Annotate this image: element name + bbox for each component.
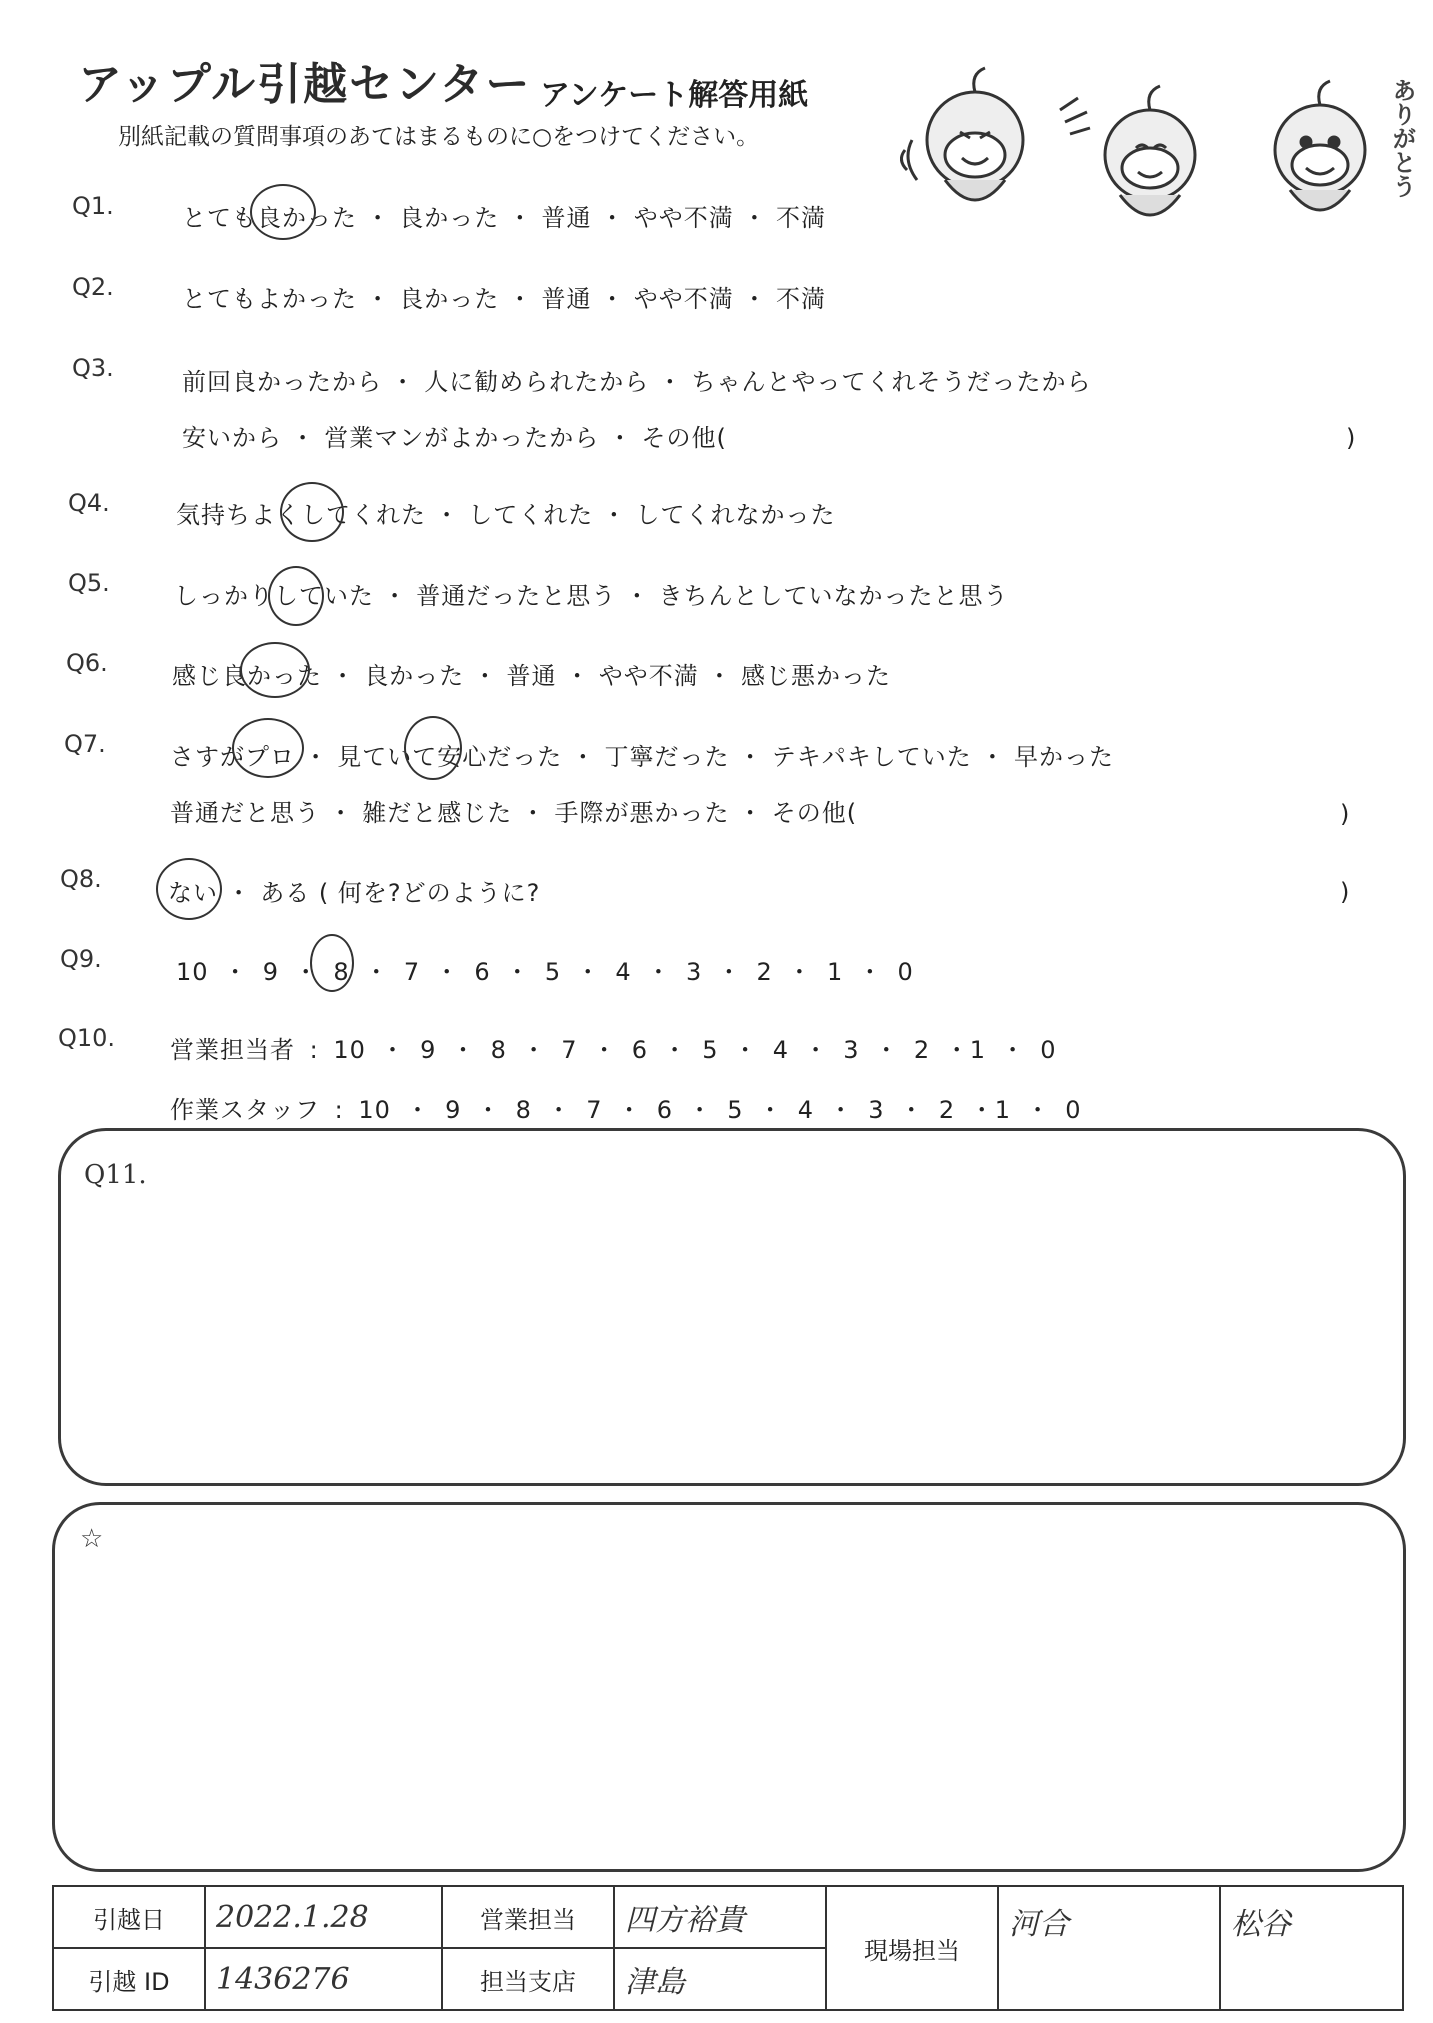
q7-options-line2: 普通だと思う ・ 雑だと感じた ・ 手際が悪かった ・ その他(: [170, 799, 858, 827]
branch-value: 津島: [614, 1948, 826, 2010]
q3-close-paren: ): [1346, 424, 1356, 452]
q8-label: Q8.: [60, 865, 102, 893]
q4-selection-circle: [280, 482, 344, 542]
q11-label: Q11.: [84, 1160, 147, 1190]
q2-label: Q2.: [72, 273, 114, 301]
q2-options: とてもよかった ・ 良かった ・ 普通 ・ やや不満 ・ 不満: [182, 285, 827, 313]
move-date-value: 2022.1.28: [205, 1886, 442, 1948]
instruction-text: 別紙記載の質問事項のあてはまるものに○をつけてください。: [118, 124, 760, 150]
q11-comment-box: [58, 1128, 1406, 1486]
site-staff-label: 現場担当: [826, 1886, 998, 2010]
q4-label: Q4.: [68, 489, 110, 517]
q3-label: Q3.: [72, 354, 114, 382]
q7-options-line1: さすがプロ ・ 見ていて安心だった ・ 丁寧だった ・ テキパキしていた ・ 早かった: [170, 743, 1115, 771]
q7-selection-circle-1: [232, 718, 304, 778]
thanks-text: ありがとう: [1388, 78, 1416, 198]
q8-close-paren: ): [1340, 878, 1350, 906]
q10-label: Q10.: [58, 1024, 116, 1052]
monkey-mascots-illustration: [900, 60, 1420, 250]
star-label: ☆: [80, 1524, 104, 1554]
q4-options: 気持ちよくしてくれた ・ してくれた ・ してくれなかった: [176, 501, 836, 529]
q3-options-line1: 前回良かったから ・ 人に勧められたから ・ ちゃんとやってくれそうだったから: [182, 368, 1092, 396]
move-id-value: 1436276: [205, 1948, 442, 2010]
footer-info-table: [52, 1885, 1404, 2011]
q7-selection-circle-2: [404, 716, 462, 780]
q1-options: とても良かった ・ 良かった ・ 普通 ・ やや不満 ・ 不満: [182, 204, 827, 232]
branch-label: 担当支店: [442, 1948, 614, 2010]
q10-sales-scores: 営業担当者 : 10 ・ 9 ・ 8 ・ 7 ・ 6 ・ 5 ・ 4 ・ 3 ・ 2 ・1 ・ 0: [170, 1036, 1057, 1064]
sales-rep-value: 四方裕貴: [614, 1886, 826, 1948]
q9-score-options: 10 ・ 9 ・ 8 ・ 7 ・ 6 ・ 5 ・ 4 ・ 3 ・ 2 ・ 1 ・ 0: [176, 958, 914, 986]
q5-label: Q5.: [68, 569, 110, 597]
q9-selection-circle: [310, 934, 354, 992]
sales-rep-label: 営業担当: [442, 1886, 614, 1948]
q6-selection-circle: [240, 642, 310, 698]
q3-options-line2: 安いから ・ 営業マンがよかったから ・ その他(: [182, 424, 727, 452]
move-id-label: 引越 ID: [53, 1948, 205, 2010]
q1-label: Q1.: [72, 192, 114, 220]
q5-options: しっかりしていた ・ 普通だったと思う ・ きちんとしていなかったと思う: [174, 582, 1009, 610]
company-name: アップル引越センター: [78, 59, 532, 110]
q5-selection-circle: [268, 566, 324, 626]
q6-options: 感じ良かった ・ 良かった ・ 普通 ・ やや不満 ・ 感じ悪かった: [172, 662, 892, 690]
q8-options: ない ・ ある ( 何を?どのように?: [168, 879, 541, 907]
q6-label: Q6.: [66, 649, 108, 677]
q7-close-paren: ): [1340, 800, 1350, 828]
star-comment-box: [52, 1502, 1406, 1872]
site-staff-value-2: 松谷: [1220, 1886, 1403, 2010]
q1-selection-circle: [250, 184, 316, 240]
move-date-label: 引越日: [53, 1886, 205, 1948]
q8-selection-circle: [156, 858, 222, 920]
q7-label: Q7.: [64, 730, 106, 758]
form-title: アンケート解答用紙: [540, 78, 809, 113]
q10-staff-scores: 作業スタッフ : 10 ・ 9 ・ 8 ・ 7 ・ 6 ・ 5 ・ 4 ・ 3 ・ 2 ・1 ・ 0: [170, 1096, 1082, 1124]
site-staff-value-1: 河合: [998, 1886, 1220, 2010]
q9-label: Q9.: [60, 945, 102, 973]
